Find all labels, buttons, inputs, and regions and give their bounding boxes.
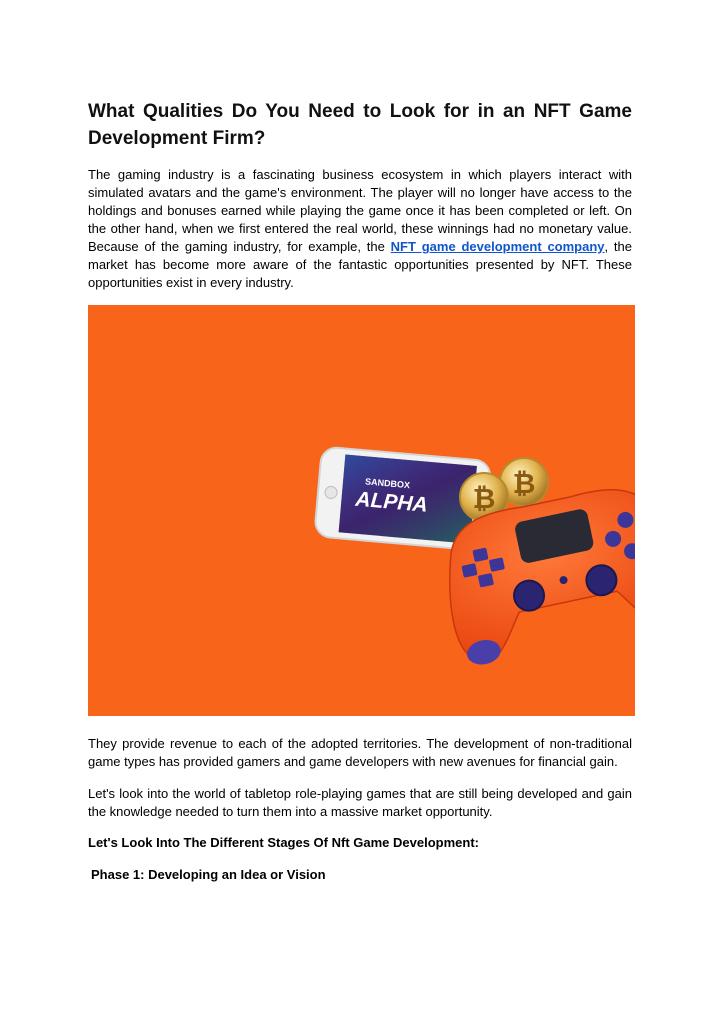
bitcoin-symbol: ₿ (512, 467, 536, 500)
hero-illustration (88, 305, 635, 716)
page-title: What Qualities Do You Need to Look for in an NFT Game Development Firm? (88, 101, 632, 149)
nft-game-development-link[interactable]: NFT game development company (390, 239, 605, 254)
intro-paragraph (88, 166, 632, 292)
tabletop-paragraph: Let's look into the world of tabletop role-playing games that are still being developed and gain the knowledge needed to turn them into a massive market opportunity. (88, 786, 632, 819)
game-title-text: SANDBOX (364, 476, 411, 491)
stages-heading: Let's Look Into The Different Stages Of Nft Game Development: (88, 835, 479, 850)
intro-text-after-link: , the market has become more aware of the fantastic opportunities presented by NFT. These opportunities exist in every industry. (88, 239, 633, 290)
game-subtitle-text: ALPHA (354, 487, 429, 517)
bitcoin-symbol: ₿ (472, 482, 496, 515)
intro-text-before-link: The gaming industry is a fascinating business ecosystem in which players interact with simulated avatars and the game's environment. The player will no longer have access to the holdings and bonuses earned while playing the game once it has been completed or left. On the other hand, when we first entered the real world, these winnings had no monetary value. Because of the gaming industry, for example, the (88, 167, 632, 254)
revenue-paragraph: They provide revenue to each of the adopted territories. The development of non-traditional game types has provided gamers and game developers with new avenues for financial gain. (88, 736, 632, 769)
phase-1-heading: Phase 1: Developing an Idea or Vision (91, 867, 326, 882)
hero-image (88, 305, 635, 716)
